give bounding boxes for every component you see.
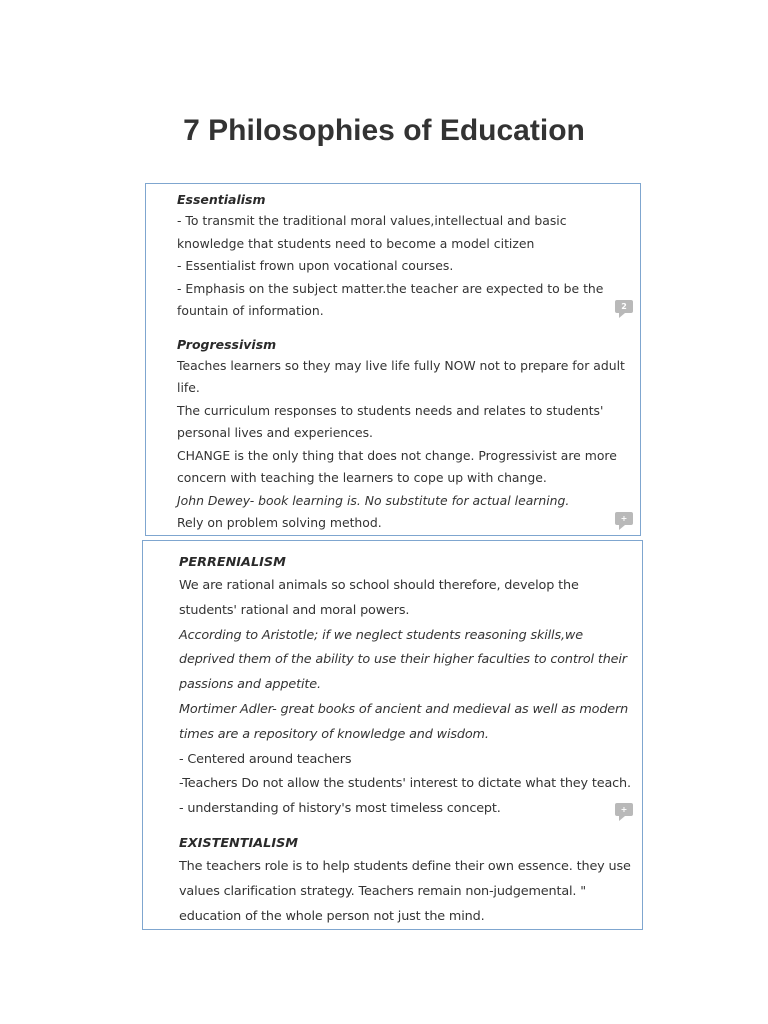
progressivism-line: life.: [177, 380, 200, 395]
essentialism-line: - Essentialist frown upon vocational courses.: [177, 258, 454, 273]
perrenialism-line: We are rational animals so school should therefore, develop the: [179, 578, 579, 593]
essentialism-line: knowledge that students need to become a model citizen: [177, 235, 535, 251]
dewey-quote: John Dewey- book learning is. No substitute for actual learning.: [177, 492, 570, 508]
perrenialism-quote-line: times are a repository of knowledge and wisdom.: [179, 726, 489, 742]
essentialism-line: - Emphasis on the subject matter.the teacher are expected to be the: [177, 280, 604, 296]
page-title: 7 Philosophies of Education: [183, 114, 585, 147]
progressivism-line: Teaches learners so they may live life fully NOW not to prepare for adult: [177, 357, 625, 373]
perrenialism-quote-line: Mortimer Adler- great books of ancient and medieval as well as modern: [179, 701, 629, 717]
perrenialism-heading: PERRENIALISM: [179, 555, 286, 570]
essentialism-progressivism-panel: [145, 183, 641, 536]
existentialism-line: The teachers role is to help students define their own essence. they use: [179, 858, 631, 874]
progressivism-last-line: Rely on problem solving method.: [177, 515, 382, 530]
existentialism-line: education of the whole person not just the mind.: [179, 908, 485, 924]
progressivism-line: personal lives and experiences.: [177, 425, 373, 440]
progressivism-line: concern with teaching the learners to cope up with change.: [177, 470, 547, 485]
essentialism-line: - To transmit the traditional moral values,intellectual and basic: [177, 213, 567, 228]
perrenialism-bullet: - understanding of history's most timeless concept.: [179, 801, 501, 817]
comment-icon[interactable]: +: [615, 512, 633, 525]
essentialism-heading: Essentialism: [177, 192, 266, 207]
progressivism-line: CHANGE is the only thing that does not change. Progressivist are more: [177, 447, 617, 463]
existentialism-line: values clarification strategy. Teachers remain non-judgemental. ": [179, 883, 586, 899]
existentialism-heading: EXISTENTIALISM: [179, 835, 299, 851]
perrenialism-quote-line: According to Aristotle; if we neglect students reasoning skills,we: [179, 627, 583, 643]
progressivism-heading: Progressivism: [177, 336, 277, 352]
comment-icon[interactable]: +: [615, 803, 633, 816]
progressivism-line: The curriculum responses to students needs and relates to students': [177, 402, 604, 418]
perrenialism-bullet: -Teachers Do not allow the students' interest to dictate what they teach.: [179, 776, 631, 792]
perrenialism-quote-line: passions and appetite.: [179, 677, 321, 693]
comment-icon[interactable]: 2: [615, 300, 633, 313]
essentialism-line: fountain of information.: [177, 303, 324, 318]
perrenialism-bullet: - Centered around teachers: [179, 751, 352, 767]
perrenialism-quote-line: deprived them of the ability to use their higher faculties to control their: [179, 652, 627, 668]
perrenialism-existentialism-panel: [142, 540, 643, 930]
perrenialism-line: students' rational and moral powers.: [179, 602, 410, 618]
